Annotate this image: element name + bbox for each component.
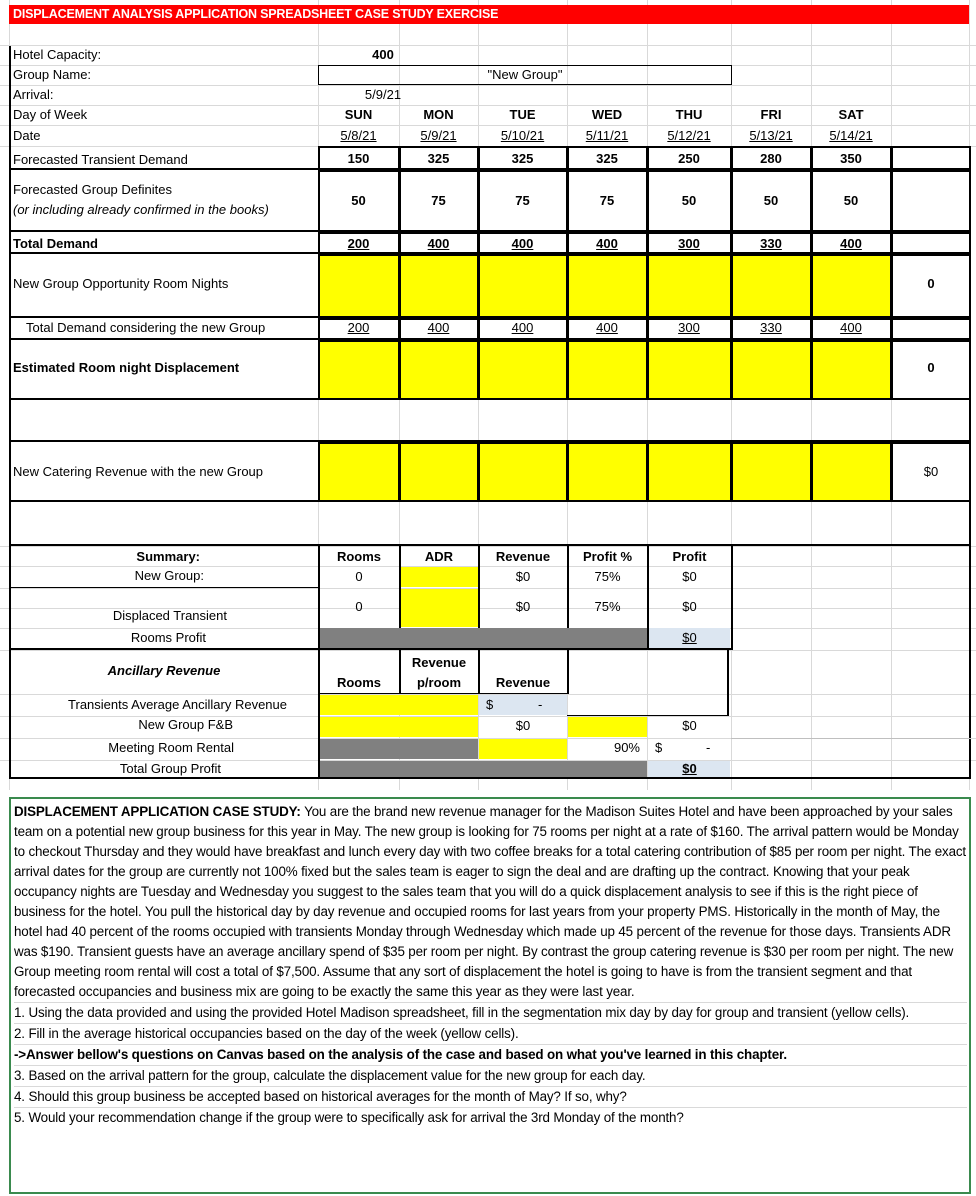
- displacement-input-cell[interactable]: [399, 340, 479, 400]
- opportunity-input-cell[interactable]: [811, 254, 892, 318]
- question-3: 3. Based on the arrival pattern for the group, calculate the displacement value for the new group for each day.: [14, 1065, 967, 1086]
- displacement-label: Estimated Room night Displacement: [13, 360, 240, 375]
- case-intro-bold: DISPLACEMENT APPLICATION CASE STUDY:: [14, 804, 301, 819]
- transient-ancillary-label: Transients Average Ancillary Revenue: [68, 697, 287, 712]
- rooms-profit-value: $0: [682, 630, 697, 645]
- summary-new-group-label: New Group:: [134, 568, 204, 583]
- fb-revenue: $0: [515, 718, 531, 733]
- total-new-group-label: Total Demand considering the new Group: [26, 320, 266, 335]
- date-header-6: 5/14/21: [829, 128, 873, 143]
- total-value: 400: [840, 236, 862, 251]
- transient-value: 350: [840, 151, 862, 166]
- summary-rooms-profit-label: Rooms Profit: [130, 630, 206, 645]
- date-label: Date: [13, 128, 41, 143]
- displaced-revenue: $0: [515, 599, 531, 614]
- catering-input-cell[interactable]: [811, 442, 892, 502]
- transient-value: 150: [347, 151, 370, 166]
- displacement-input-cell[interactable]: [811, 340, 892, 400]
- total-group-profit: $0: [682, 761, 697, 776]
- opportunity-label: New Group Opportunity Room Nights: [13, 276, 229, 291]
- date-header-5: 5/13/21: [749, 128, 793, 143]
- day-header-0: SUN: [344, 107, 373, 122]
- opportunity-input-cell[interactable]: [399, 254, 479, 318]
- total-new-value: 200: [347, 320, 370, 335]
- summary-label: Summary:: [136, 549, 200, 564]
- group-value: 75: [599, 193, 615, 208]
- total-column-cell[interactable]: [891, 318, 971, 340]
- date-header-1: 5/9/21: [420, 128, 457, 143]
- catering-input-cell[interactable]: [399, 442, 479, 502]
- date-header-3: 5/11/21: [585, 128, 629, 143]
- anc-col-revenue: Revenue: [495, 675, 551, 690]
- hotel-capacity-label: Hotel Capacity:: [13, 47, 102, 62]
- catering-input-cell[interactable]: [478, 442, 568, 502]
- total-new-value: 400: [427, 320, 450, 335]
- group-value: 50: [763, 193, 779, 208]
- meeting-pct: 90%: [613, 740, 640, 755]
- day-header-1: MON: [423, 107, 454, 122]
- displacement-input-cell[interactable]: [647, 340, 732, 400]
- col-revenue: Revenue: [495, 549, 551, 564]
- day-of-week-label: Day of Week: [13, 107, 88, 122]
- meeting-label: Meeting Room Rental: [108, 740, 234, 755]
- summary-displaced-label: Displaced Transient: [112, 608, 227, 623]
- displacement-input-cell[interactable]: [478, 340, 568, 400]
- case-study-box: [9, 797, 971, 1194]
- case-study-intro: [14, 802, 967, 1002]
- col-profit: Profit: [672, 549, 707, 564]
- fb-profit: $0: [682, 718, 697, 733]
- catering-total: $0: [923, 464, 939, 479]
- arrival-value[interactable]: 5/9/21: [364, 87, 402, 102]
- date-header-4: 5/12/21: [667, 128, 711, 143]
- anc-col-rooms: Rooms: [336, 675, 382, 690]
- new-group-profit: $0: [682, 569, 697, 584]
- opportunity-input-cell[interactable]: [567, 254, 648, 318]
- displaced-rooms: 0: [355, 599, 363, 614]
- group-name-label: Group Name:: [13, 67, 92, 82]
- col-profit-pct: Profit %: [582, 549, 633, 564]
- total-value: 400: [511, 236, 534, 251]
- displacement-total: 0: [927, 360, 935, 375]
- group-value: 50: [843, 193, 859, 208]
- total-column-cell[interactable]: [891, 170, 971, 232]
- catering-label: New Catering Revenue with the new Group: [13, 464, 264, 479]
- total-column-cell[interactable]: [891, 146, 971, 170]
- displaced-profit: $0: [682, 599, 697, 614]
- displaced-profit-pct: 75%: [594, 599, 621, 614]
- group-definites-sublabel: (or including already confirmed in the books): [13, 202, 269, 217]
- opportunity-total: 0: [927, 276, 935, 291]
- day-header-2: TUE: [509, 107, 536, 122]
- ancillary-title: Ancillary Revenue: [107, 663, 221, 678]
- opportunity-input-cell[interactable]: [647, 254, 732, 318]
- transient-anc-dash: -: [538, 697, 543, 712]
- question-2: 2. Fill in the average historical occupancies based on the day of the week (yellow cells).: [14, 1023, 967, 1044]
- meeting-profit-sign: $: [655, 740, 663, 755]
- group-value: 50: [351, 193, 366, 208]
- total-value: 300: [678, 236, 700, 251]
- total-new-value: 330: [760, 320, 782, 335]
- group-definites-label: Forecasted Group Definites: [13, 182, 172, 197]
- group-name-input[interactable]: "New Group": [318, 65, 732, 85]
- catering-input-cell[interactable]: [647, 442, 732, 502]
- opportunity-input-cell[interactable]: [731, 254, 812, 318]
- displacement-input-cell[interactable]: [567, 340, 648, 400]
- arrival-label: Arrival:: [13, 87, 54, 102]
- new-group-profit-pct: 75%: [594, 569, 621, 584]
- total-value: 330: [760, 236, 782, 251]
- total-value: 400: [427, 236, 450, 251]
- question-1: 1. Using the data provided and using the provided Hotel Madison spreadsheet, fill in the segmentation mix day by day for group and transient (yellow cells).: [14, 1002, 967, 1023]
- meeting-profit-dash: -: [706, 740, 711, 755]
- date-header-2: 5/10/21: [500, 128, 545, 143]
- group-value: 50: [681, 193, 697, 208]
- transient-value: 325: [511, 151, 534, 166]
- total-new-value: 400: [511, 320, 534, 335]
- day-header-5: FRI: [760, 107, 782, 122]
- total-new-value: 300: [678, 320, 700, 335]
- group-value: 75: [431, 193, 446, 208]
- catering-input-cell[interactable]: [567, 442, 648, 502]
- total-value: 400: [596, 236, 618, 251]
- total-group-profit-label: Total Group Profit: [119, 761, 221, 776]
- total-new-value: 400: [840, 320, 862, 335]
- catering-input-cell[interactable]: [318, 442, 400, 502]
- group-value: 75: [515, 193, 530, 208]
- new-group-rooms: 0: [355, 569, 363, 584]
- transient-value: 280: [760, 151, 782, 166]
- canvas-instruction: ->Answer bellow's questions on Canvas based on the analysis of the case and based on what you've learned in this chapter.: [14, 1044, 967, 1065]
- displacement-input-cell[interactable]: [318, 340, 400, 400]
- question-5: 5. Would your recommendation change if the group were to specifically ask for arrival the 3rd Monday of the month?: [14, 1107, 967, 1128]
- fb-label: New Group F&B: [138, 717, 233, 732]
- transient-anc-sign: $: [486, 697, 494, 712]
- opportunity-input-cell[interactable]: [318, 254, 400, 318]
- day-header-6: SAT: [838, 107, 864, 122]
- opportunity-input-cell[interactable]: [478, 254, 568, 318]
- hotel-capacity-value[interactable]: 400: [372, 47, 394, 62]
- total-column-cell[interactable]: [891, 232, 971, 254]
- transient-value: 325: [427, 151, 450, 166]
- question-4: 4. Should this group business be accepted based on historical averages for the month of May? If so, why?: [14, 1086, 967, 1107]
- transient-value: 250: [678, 151, 700, 166]
- transient-demand-label: Forecasted Transient Demand: [13, 152, 188, 167]
- case-intro-text: You are the brand new revenue manager for the Madison Suites Hotel and have been approached by your sales team on a potential new group business for this year in May. The new group is looking for 75 rooms per night at a rate of $160. The arrival pattern would be Monday to checkout Thursday and they would have breakfast and lunch every day with two coffee breaks for a total catering contribution of $85 per room per night. The exact arrival dates for the group are currently not 100% fixed but the sales team is eager to sign the deal and are drafting up the contract. Knowing that your peak occupancy nights are Tuesday and Wednesday you suggest to the sales team that you will do a quick displacement analysis to see if this is the right piece of business for the hotel. You pull the historical day by day revenue and occupied rooms for last years from your property PMS. Historically in the month of May, the hotel had 40 percent of the rooms occupied with transients Monday through Wednesday which made up 45 percent of the revenue for those days. Transients ADR was $190. Transient guests have an average ancillary spend of $35 per room per night. By contrast the group catering revenue is $30 per room per night. The new Group meeting room rental will cost a total of $7,500. Assume that any sort of displacement the hotel is going to have is from the transient segment and that forecasted occupancies and business mix are going to be exactly the same this year as they were last year.: [14, 804, 967, 999]
- catering-input-cell[interactable]: [731, 442, 812, 502]
- total-new-value: 400: [596, 320, 618, 335]
- sheet-title: DISPLACEMENT ANALYSIS APPLICATION SPREADSHEET CASE STUDY EXERCISE: [9, 5, 969, 24]
- day-header-3: WED: [591, 107, 623, 122]
- col-adr: ADR: [424, 549, 454, 564]
- col-rooms: Rooms: [336, 549, 382, 564]
- total-demand-label: Total Demand: [13, 236, 98, 251]
- date-header-0: 5/8/21: [340, 128, 377, 143]
- total-value: 200: [347, 236, 370, 251]
- displacement-input-cell[interactable]: [731, 340, 812, 400]
- transient-value: 325: [596, 151, 618, 166]
- day-header-4: THU: [675, 107, 703, 122]
- new-group-revenue: $0: [515, 569, 531, 584]
- anc-col-rev-room-1: Revenue: [411, 655, 467, 670]
- anc-col-rev-room-2: p/room: [416, 675, 462, 690]
